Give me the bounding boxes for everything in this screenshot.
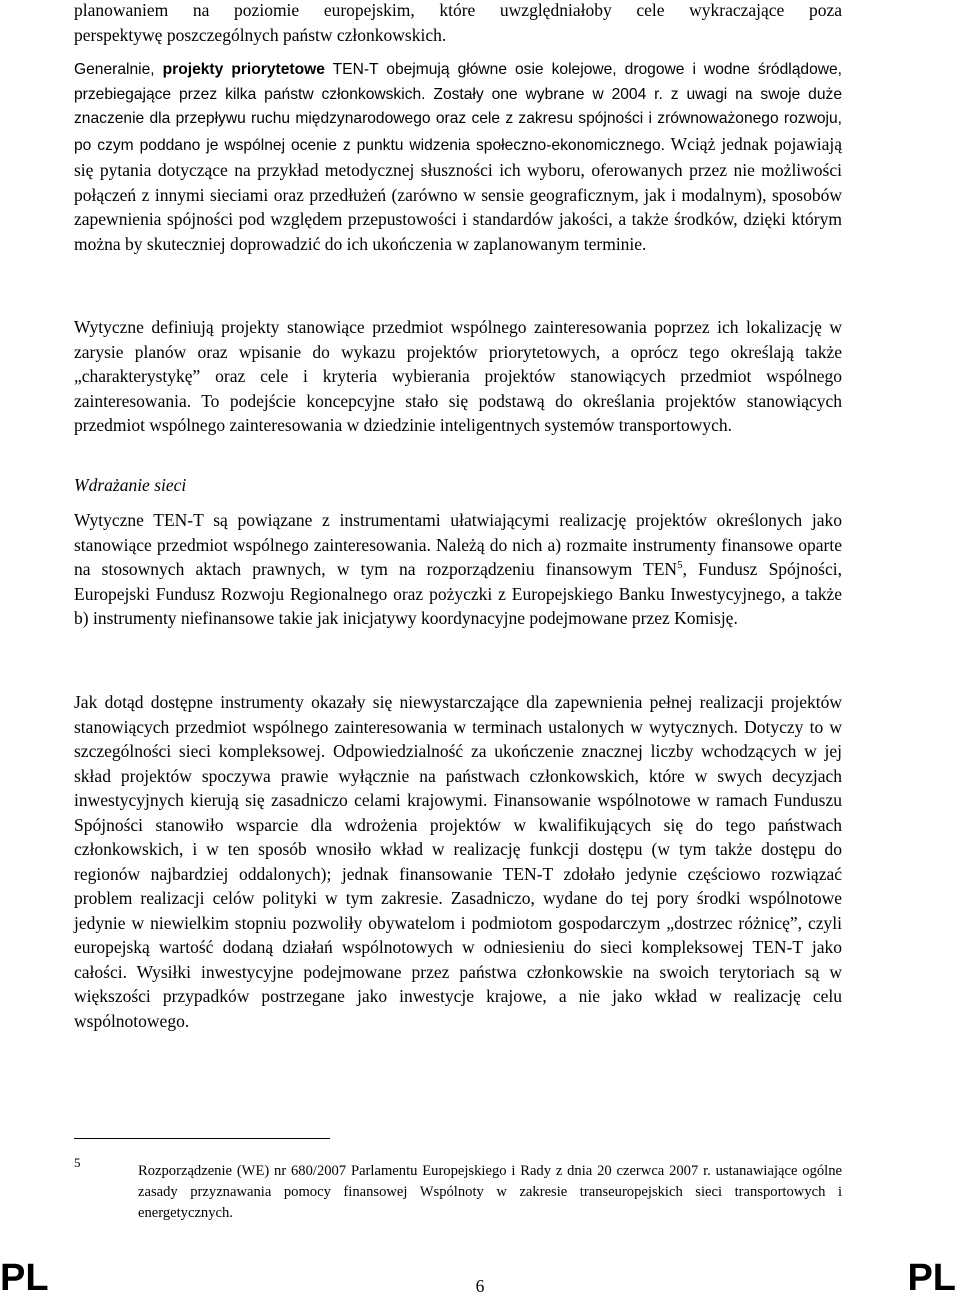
section-heading: Wdrażanie sieci: [74, 475, 187, 495]
paragraph-2-text-a: Generalnie,: [74, 61, 163, 78]
footnote-reference[interactable]: 5: [677, 559, 683, 572]
paragraph-2-text-c: Wciąż jednak pojawiają się pytania dotyczące na przykład metodycznej słuszności ich wyboru, oferowanych przez nie możliwości połączeń z innymi sieciami oraz przedłużeń (zarówno w sensie geograficznym, jak i modalnym), sposobów zapewnienia spójności pod względem przepustowości i standardów jakości, a także środków, dzięki którym można by skuteczniej doprowadzić do ich ukończenia w zaplanowanym terminie.: [74, 133, 842, 254]
paragraph-3: Wytyczne definiują projekty stanowiące przedmiot wspólnego zainteresowania poprzez ich lokalizację w zarysie planów oraz wpisanie do wykazu projektów priorytetowych, a oprócz tego określają także „charakterystykę” oraz cele i kryteria wybierania projektów stanowiących przedmiot wspólnego zainteresowania. To podejście koncepcyjne stało się podstawą do określania projektów stanowiących przedmiot wspólnego zainteresowania w dziedzinie inteligentnych systemów transportowych.: [74, 317, 842, 435]
paragraph-1-line-1: planowaniem na poziomie europejskim, które uwzględniałoby cele wykraczające poza: [74, 0, 842, 20]
paragraph-2-text-b: TEN-T obejmują główne osie kolejowe, drogowe i wodne śródlądowe, przebiegające przez kilka państw członkowskich. Zostały one wybrane w 2004 r. z uwagi na swoje duże znaczenie dla przepływu ruchu międzynarodowego oraz cele z zakresu spójności i zrównoważonego rozwoju, po czym poddano je wspólnej ocenie z punktu widzenia społeczno-ekonomicznego.: [74, 61, 843, 154]
footer-language-right: PL: [907, 1257, 956, 1299]
footer-language-left: PL: [0, 1257, 49, 1299]
paragraph-4: [74, 508, 842, 631]
paragraph-5: Jak dotąd dostępne instrumenty okazały się niewystarczające dla zapewnienia pełnej realizacji projektów stanowiących przedmiot wspólnego zainteresowania w terminach ustalonych w wytycznych. Dotyczy to w szczególności sieci kompleksowej. Odpowiedzialność za ukończenie znacznej liczby wchodzących w jej skład projektów spoczywa prawie wyłącznie na państwach członkowskich, które w swych decyzjach inwestycyjnych kierują się zasadniczo celami krajowymi. Finansowanie wspólnotowe w ramach Funduszu Spójności stanowiło wsparcie dla wdrożenia projektów w kwalifikujących się do tego państwach członkowskich, i w ten sposób wnosiło wkład w realizację funkcji dostępu (w tym także dostępu do regionów najbardziej oddalonych); jednak finansowanie TEN-T zdołało jedynie częściowo rozwiązać problem realizacji celów polityki w tym zakresie. Zasadniczo, wydane do tej pory środki wspólnotowe jedynie w niewielkim stopniu pozwoliły obywatelom i podmiotom gospodarczym „dostrzec różnicę”, czyli europejską wartość dodaną działań wspólnotowych w odniesieniu do sieci kompleksowej TEN-T jako całości. Wysiłki inwestycyjne podejmowane przez państwa członkowskie na swoich terytoriach są w większości przypadków postrzegane jako inwestycje krajowe, a nie jako wkład w realizację celu wspólnotowego.: [74, 692, 842, 1031]
paragraph-2: [74, 58, 842, 256]
paragraph-1-line-2: perspektywę poszczególnych państw członkowskich.: [74, 24, 447, 45]
paragraph-4-text-b: , Fundusz Spójności, Europejski Fundusz Rozwoju Regionalnego oraz pożyczki z Europejskiego Banku Inwestycyjnego, a także b) instrumenty niefinansowe takie jak inicjatywy koordynacyjne podejmowane przez Komisję.: [74, 559, 842, 628]
footnote-text: Rozporządzenie (WE) nr 680/2007 Parlamentu Europejskiego i Rady z dnia 20 czerwca 2007 r. ustanawiające ogólne zasady przyznawania pomocy finansowej Wspólnoty w zakresie transeuropejskich sieci transportowych i energetycznych.: [138, 1163, 842, 1221]
paragraph-1: [74, 0, 842, 47]
footnote-number: 5: [74, 1155, 81, 1170]
paragraph-2-bold-term: projekty priorytetowe: [162, 61, 325, 78]
page-number: 6: [475, 1276, 485, 1296]
footnote-divider: [74, 1138, 330, 1139]
paragraph-4-text-a: Wytyczne TEN-T są powiązane z instrumentami ułatwiającymi realizację projektów określonych jako stanowiące przedmiot wspólnego zainteresowania. Należą do nich a) rozmaite instrumenty finansowe oparte na stosownych aktach prawnych, w tym na rozporządzeniu finansowym TEN: [74, 510, 842, 579]
